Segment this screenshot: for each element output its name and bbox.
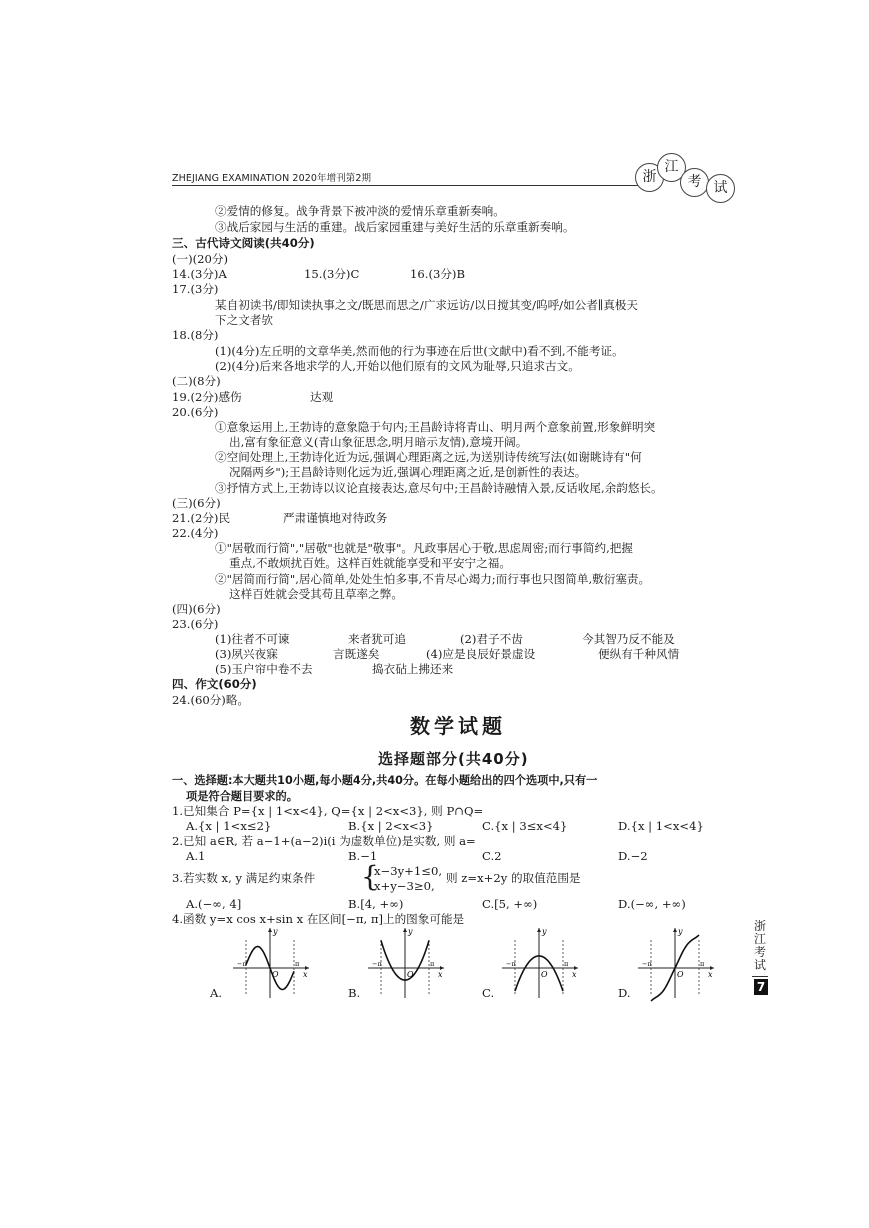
q2-option-a: A.1 — [186, 849, 206, 863]
q21-answer-1: 21.(2分)民 — [172, 511, 231, 525]
y-label: y — [542, 927, 547, 936]
q18-answer-1: (1)(4分)左丘明的文章华美,然而他的行为事迹在后世(文献中)看不到,不能考证。 — [215, 344, 624, 358]
q4-option-b-label: B. — [348, 986, 361, 1000]
q18-answer-2: (2)(4分)后来各地求学的人,开始以他们原有的文风为耻辱,只追求古文。 — [215, 359, 580, 373]
side-char-1: 浙 — [753, 919, 766, 933]
neg-pi-label: −π — [506, 960, 516, 968]
q24-answer: 24.(60分)略。 — [172, 693, 250, 707]
origin-label: O — [541, 970, 548, 979]
part2-label: (二)(8分) — [172, 374, 221, 388]
part4-label: (四)(6分) — [172, 602, 221, 616]
q22-line-4: 这样百姓就会受其苟且草率之弊。 — [229, 587, 403, 601]
q20-line-2: 出,富有象征意义(青山象征思念,明月暗示友情),意境开阔。 — [229, 435, 528, 449]
q23-3b: 言既遂矣 — [333, 647, 380, 661]
q2-option-c: C.2 — [482, 849, 502, 863]
q3-constraint-1: x−3y+1≤0, — [374, 864, 443, 878]
y-arrow — [268, 928, 272, 932]
y-arrow — [403, 928, 407, 932]
q22-line-2: 重点,不敢烦扰百姓。这样百姓就能享受和平安宁之福。 — [229, 556, 511, 570]
q1-stem: 1.已知集合 P={x | 1<x<4}, Q={x | 2<x<3}, 则 P∩Q= — [172, 804, 484, 818]
q16-answer: 16.(3分)B — [410, 267, 465, 281]
x-label: x — [438, 970, 443, 979]
q3-stem: 3.若实数 x, y 满足约束条件 — [172, 871, 316, 885]
graph-group-c — [502, 927, 578, 998]
math-instruction-2: 项是符合题目要求的。 — [186, 790, 298, 803]
q4-graph-c — [494, 924, 584, 1002]
q3-constraint-2: x+y−3≥0, — [374, 879, 435, 893]
q3-question: 则 z=x+2y 的取值范围是 — [446, 871, 581, 885]
pos-pi-label: π — [700, 960, 705, 968]
q21-answer-2: 严肃谨慎地对待政务 — [283, 511, 388, 525]
q19-answer-2: 达观 — [310, 390, 334, 404]
part3-label: (三)(6分) — [172, 496, 221, 510]
graph-group-b — [368, 927, 444, 998]
q18-label: 18.(8分) — [172, 328, 219, 342]
q23-4a: (4)应是良辰好景虚设 — [426, 647, 536, 661]
q3-option-c: C.[5, +∞) — [482, 897, 538, 911]
section3-title: 三、古代诗文阅读(共40分) — [172, 236, 315, 250]
q19-answer-1: 19.(2分)感伤 — [172, 390, 242, 404]
header-rule — [172, 185, 640, 186]
q23-4b: 便纵有千种风情 — [598, 647, 680, 661]
q17-label: 17.(3分) — [172, 282, 219, 296]
x-label: x — [572, 970, 577, 979]
q23-1b: 来者犹可追 — [348, 632, 406, 646]
q22-line-1: ①"居敬而行简","居敬"也就是"敬事"。凡政事居心于敬,思虑周密;而行事简约,把握 — [215, 541, 633, 555]
q4-option-d-label: D. — [618, 986, 631, 1000]
q1-option-c: C.{x | 3≤x<4} — [482, 819, 568, 833]
q23-2b: 今其智乃反不能及 — [582, 632, 675, 646]
header-seal-4: 试 — [706, 174, 735, 203]
q2-stem: 2.已知 a∈R, 若 a−1+(a−2)i(i 为虚数单位)是实数, 则 a= — [172, 834, 476, 848]
graph-group-d — [638, 927, 714, 1001]
q17-answer-line-2: 下之文者欤 — [215, 313, 273, 327]
neg-pi-label: −π — [372, 960, 382, 968]
q23-1a: (1)往者不可谏 — [215, 632, 290, 646]
q20-line-3: ②空间处理上,王勃诗化近为远,强调心理距离之远,为送别诗传统写法(如谢眺诗有"何 — [215, 450, 642, 464]
q15-answer: 15.(3分)C — [304, 267, 360, 281]
q2-option-b: B.−1 — [348, 849, 378, 863]
q23-label: 23.(6分) — [172, 617, 219, 631]
side-char-4: 试 — [753, 958, 766, 972]
q4-graph-d — [630, 924, 720, 1002]
q22-line-3: ②"居简而行简",居心简单,处处生怕多事,不肯尽心竭力;而行事也只图简单,敷衍塞责。 — [215, 572, 651, 586]
page-number: 7 — [754, 979, 768, 995]
q23-3a: (3)夙兴夜寐 — [215, 647, 278, 661]
x-label: x — [708, 970, 713, 979]
q14-answer: 14.(3分)A — [172, 267, 227, 281]
side-char-3: 考 — [753, 945, 766, 959]
neg-pi-label: −π — [237, 960, 247, 968]
pos-pi-label: π — [564, 960, 569, 968]
q1-option-b: B.{x | 2<x<3} — [348, 819, 434, 833]
header-seal-3: 考 — [680, 168, 709, 197]
prev-line-1: ②爱情的修复。战争背景下被冲淡的爱情乐章重新奏响。 — [215, 204, 505, 218]
q20-line-5: ③抒情方式上,王勃诗以议论直接表达,意尽句中;王昌龄诗融情入景,反话收尾,余韵悠长。 — [215, 481, 663, 495]
journal-header: ZHEJIANG EXAMINATION 2020年增刊第2期 — [172, 173, 372, 184]
q23-5b: 捣衣砧上拂还来 — [372, 662, 454, 676]
q4-option-a-label: A. — [210, 986, 223, 1000]
header-seal-2: 江 — [657, 153, 686, 182]
side-divider — [752, 976, 768, 977]
math-subtitle: 选择题部分(共40分) — [378, 750, 529, 768]
part1-label: (一)(20分) — [172, 252, 229, 266]
section4-title: 四、作文(60分) — [172, 677, 257, 691]
q23-2a: (2)君子不齿 — [460, 632, 523, 646]
side-journal-name — [753, 920, 767, 972]
origin-label: O — [272, 970, 279, 979]
q20-line-4: 况隔两乡");王昌龄诗则化远为近,强调心理距离之近,是创新性的表达。 — [229, 465, 587, 479]
header-seal-1: 浙 — [635, 163, 664, 192]
q4-stem: 4.函数 y=x cos x+sin x 在区间[−π, π]上的图象可能是 — [172, 912, 465, 926]
q4-graph-a — [225, 924, 315, 1002]
y-label: y — [408, 927, 413, 936]
q23-5a: (5)玉户帘中卷不去 — [215, 662, 313, 676]
q3-option-b: B.[4, +∞) — [348, 897, 404, 911]
q1-option-d: D.{x | 1<x<4} — [618, 819, 704, 833]
origin-label: O — [407, 970, 414, 979]
q20-line-1: ①意象运用上,王勃诗的意象隐于句内;王昌龄诗将青山、明月两个意象前置,形象鲜明突 — [215, 420, 656, 434]
math-title: 数学试题 — [410, 714, 506, 738]
y-arrow — [537, 928, 541, 932]
graph-group-a — [233, 927, 309, 998]
q1-option-a: A.{x | 1<x≤2} — [186, 819, 272, 833]
y-label: y — [678, 927, 683, 936]
q3-option-a: A.(−∞, 4] — [186, 897, 242, 911]
y-arrow — [673, 928, 677, 932]
neg-pi-label: −π — [642, 960, 652, 968]
q3-option-d: D.(−∞, +∞) — [618, 897, 686, 911]
x-label: x — [303, 970, 308, 979]
pos-pi-label: π — [430, 960, 435, 968]
prev-line-2: ③战后家园与生活的重建。战后家园重建与美好生活的乐章重新奏响。 — [215, 220, 575, 234]
q20-label: 20.(6分) — [172, 405, 219, 419]
y-label: y — [273, 927, 278, 936]
q3-brace: { — [361, 860, 379, 893]
q22-label: 22.(4分) — [172, 526, 219, 540]
origin-label: O — [677, 970, 684, 979]
side-char-2: 江 — [753, 932, 766, 946]
q4-option-c-label: C. — [482, 986, 495, 1000]
math-instruction-1: 一、选择题:本大题共10小题,每小题4分,共40分。在每小题给出的四个选项中,只有一 — [172, 774, 598, 787]
q4-graph-b — [360, 924, 450, 1002]
q17-answer-line-1: 某自初读书/即知读执事之文/既思而思之/广求远访/以日搅其变/呜呼/如公者∥真极天 — [215, 298, 638, 312]
pos-pi-label: π — [295, 960, 300, 968]
q2-option-d: D.−2 — [618, 849, 648, 863]
